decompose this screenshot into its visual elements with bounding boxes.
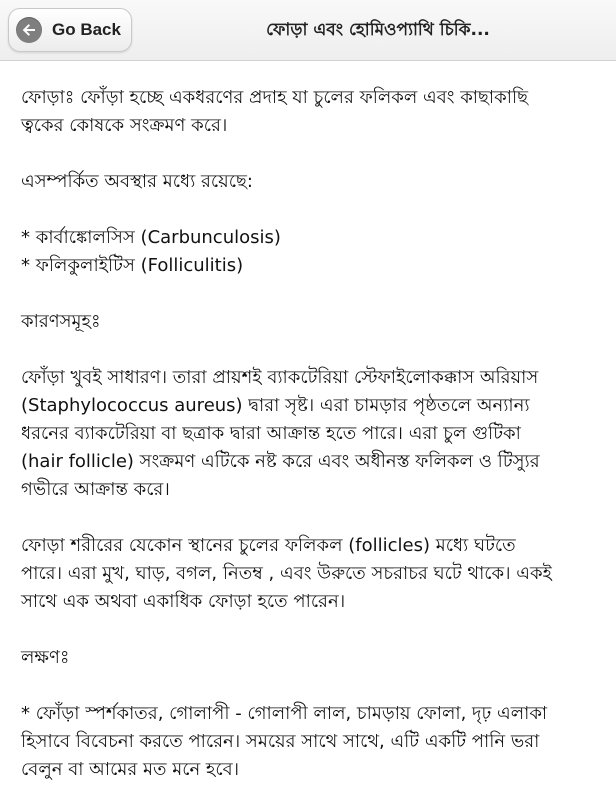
symptoms-heading (21, 644, 597, 672)
related-conditions-heading (21, 168, 597, 196)
text-line: ফোড়া শরীরের যেকোন স্থানের চুলের ফলিকল (follicles) মধ্যে ঘটতে (21, 535, 516, 556)
text-line: বেলুন বা আমের মত মনে হবে। (21, 759, 240, 780)
text-line: (hair follicle) সংক্রমণ এটিকে নষ্ট করে এবং অধীনস্ত ফলিকল ও টিস্যুর (21, 451, 540, 472)
text-line: ফোঁড়া খুবই সাধারণ। তারা প্রায়শই ব্যাকটেরিয়া স্টেফাইলোকক্কাস অরিয়াস (21, 367, 539, 388)
text-line: গভীরে আক্রান্ত করে। (21, 479, 170, 500)
text-line: * ফোঁড়া স্পর্শকাতর, গোলাপী - গোলাপী লাল, চামড়ায় ফোলা, দৃঢ় এলাকা (21, 703, 548, 724)
text-line: সাথে এক অথবা একাধিক ফোড়া হতে পারেন। (21, 591, 346, 612)
locations-paragraph (21, 532, 597, 616)
list-item: * ফলিকুলাইটিস (Folliculitis) (21, 255, 244, 276)
list-item: * কার্বাঙ্কোলসিস (Carbunculosis) (21, 227, 281, 248)
top-navigation-bar (0, 0, 616, 61)
intro-paragraph (21, 84, 597, 140)
go-back-button[interactable] (8, 8, 132, 52)
text-line: কারণসমূহঃ (21, 311, 101, 332)
go-back-label: Go Back (52, 20, 121, 39)
text-line: (Staphylococcus aureus) দ্বারা সৃষ্ট। এরা চামড়ার পৃষ্ঠতলে অন্যান্য (21, 395, 530, 416)
text-line: ধরনের ব্যাকটেরিয়া বা ছত্রাক দ্বারা আক্রান্ত হতে পারে। এরা চুল গুটিকা (21, 423, 521, 444)
related-conditions-list (21, 224, 597, 280)
page-title: ফোড়া এবং হোমিওপ্যাথি চিকি... (266, 20, 490, 40)
text-line: লক্ষণঃ (21, 647, 70, 668)
text-line: এসম্পর্কিত অবস্থার মধ্যে রয়েছে: (21, 171, 253, 192)
text-line: ফোড়াঃ ফোঁড়া হচ্ছে একধরণের প্রদাহ যা চুলের ফলিকল এবং কাছাকাছি (21, 87, 529, 108)
text-line: পারে। এরা মুখ, ঘাড়, বগল, নিতম্ব , এবং উরুতে সচরাচর ঘটে থাকে। একই (21, 563, 552, 584)
causes-paragraph (21, 364, 597, 504)
article-content (21, 84, 597, 812)
text-line: হিসাবে বিবেচনা করতে পারেন। সময়ের সাথে সাথে, এটি একটি পানি ভরা (21, 731, 540, 752)
back-arrow-icon (16, 17, 42, 43)
symptoms-paragraph (21, 700, 597, 784)
causes-heading (21, 308, 597, 336)
text-line: ত্বকের কোষকে সংক্রমণ করে। (21, 115, 228, 136)
